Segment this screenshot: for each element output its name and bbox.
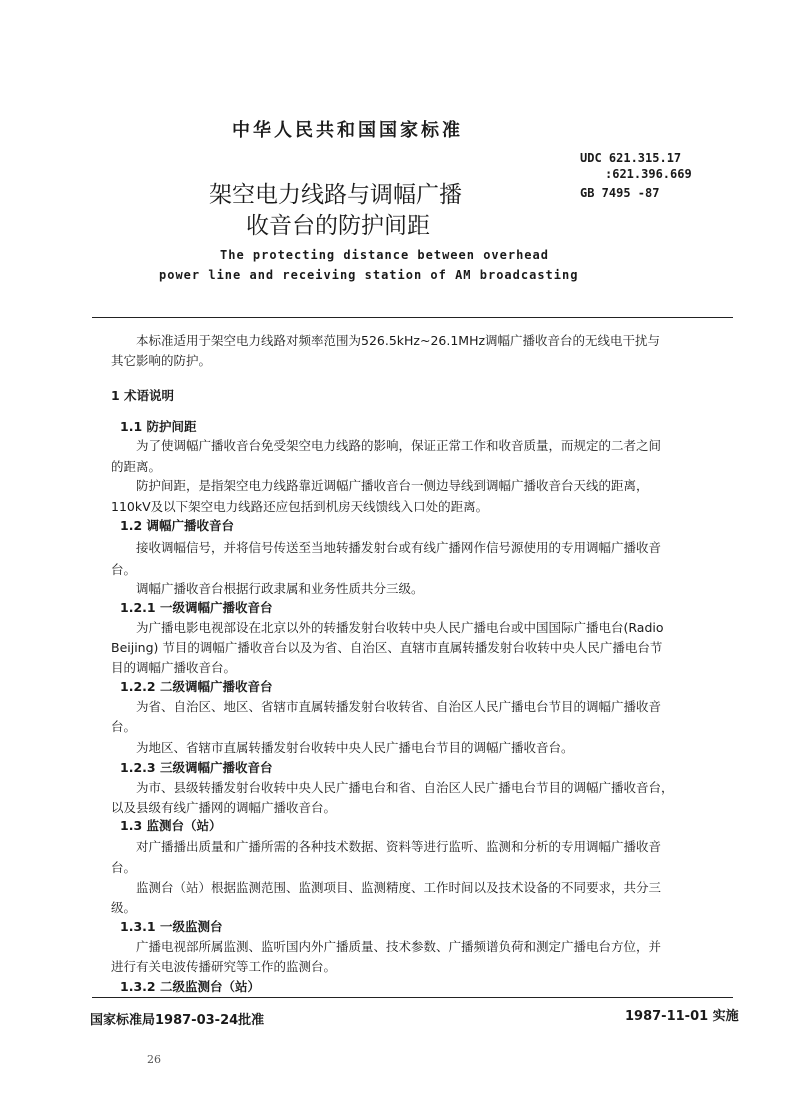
body-line: 调幅广播收音台根据行政隶属和业务性质共分三级。	[136, 581, 424, 596]
section-heading: 1.2.2 二级调幅广播收音台	[120, 679, 273, 694]
section-heading: 1 术语说明	[111, 388, 175, 403]
body-line: 110kV及以下架空电力线路还应包括到机房天线馈线入口处的距离。	[111, 499, 489, 514]
section-heading: 1.3.2 二级监测台（站）	[120, 979, 260, 994]
english-title-line-1: The protecting distance between overhead	[220, 248, 549, 262]
body-line: Beijing) 节目的调幅广播收音台以及为省、自治区、直辖市直属转播发射台收转中央人民广播电台节	[111, 640, 663, 655]
body-line: 防护间距，是指架空电力线路靠近调幅广播收音台一侧边导线到调幅广播收音台天线的距离，	[136, 478, 649, 493]
english-title-line-2: power line and receiving station of AM broadcasting	[159, 268, 579, 282]
udc-code-line-1: UDC 621.315.17	[580, 151, 682, 165]
approval-date: 国家标准局1987-03-24批准	[90, 1013, 265, 1028]
body-line: 进行有关电波传播研究等工作的监测台。	[111, 959, 337, 974]
page-number: 26	[147, 1053, 161, 1066]
body-line: 监测台（站）根据监测范围、监测项目、监测精度、工作时间以及技术设备的不同要求，共分三	[136, 880, 662, 895]
body-line: 接收调幅信号，并将信号传送至当地转播发射台或有线广播网作信号源使用的专用调幅广播收音	[136, 540, 662, 555]
udc-code-line-2: :621.396.669	[605, 167, 692, 181]
national-standard-heading: 中华人民共和国国家标准	[232, 120, 463, 141]
section-heading: 1.2 调幅广播收音台	[120, 518, 234, 533]
body-line: 本标准适用于架空电力线路对频率范围为526.5kHz~26.1MHz调幅广播收音台的无线电干扰与	[136, 333, 661, 348]
body-line: 其它影响的防护。	[111, 353, 212, 368]
body-line: 广播电视部所属监测、监听国内外广播质量、技术参数、广播频谱负荷和测定广播电台方位，并	[136, 939, 662, 954]
effective-date: 1987-11-01 实施	[625, 1009, 739, 1024]
body-line: 为了使调幅广播收音台免受架空电力线路的影响，保证正常工作和收音质量，而规定的二者之间	[136, 438, 662, 453]
document-title-line-2: 收音台的防护间距	[246, 213, 430, 239]
header-divider	[92, 317, 733, 318]
gb-standard-code: GB 7495 -87	[580, 186, 660, 200]
body-line: 台。	[111, 860, 137, 875]
section-heading: 1.3 监测台（站）	[120, 818, 222, 833]
section-heading: 1.3.1 一级监测台	[120, 919, 223, 934]
footer-divider	[92, 997, 733, 998]
body-line: 为省、自治区、地区、省辖市直属转播发射台收转省、自治区人民广播电台节目的调幅广播收音	[136, 699, 662, 714]
body-line: 对广播播出质量和广播所需的各种技术数据、资料等进行监听、监测和分析的专用调幅广播收音	[136, 839, 662, 854]
body-line: 台。	[111, 719, 137, 734]
section-heading: 1.1 防护间距	[120, 419, 197, 434]
body-line: 为市、县级转播发射台收转中央人民广播电台和省、自治区人民广播电台节目的调幅广播收音台，	[136, 780, 674, 795]
body-line: 以及县级有线广播网的调幅广播收音台。	[111, 800, 337, 815]
section-heading: 1.2.1 一级调幅广播收音台	[120, 600, 273, 615]
section-heading: 1.2.3 三级调幅广播收音台	[120, 760, 273, 775]
body-line: 台。	[111, 562, 137, 577]
body-line: 为广播电影电视部设在北京以外的转播发射台收转中央人民广播电台或中国国际广播电台(Radio	[136, 620, 664, 635]
body-line: 为地区、省辖市直属转播发射台收转中央人民广播电台节目的调幅广播收音台。	[136, 740, 574, 755]
body-line: 的距离。	[111, 459, 162, 474]
body-line: 目的调幅广播收音台。	[111, 660, 237, 675]
body-line: 级。	[111, 900, 137, 915]
document-title-line-1: 架空电力线路与调幅广播	[209, 182, 462, 208]
